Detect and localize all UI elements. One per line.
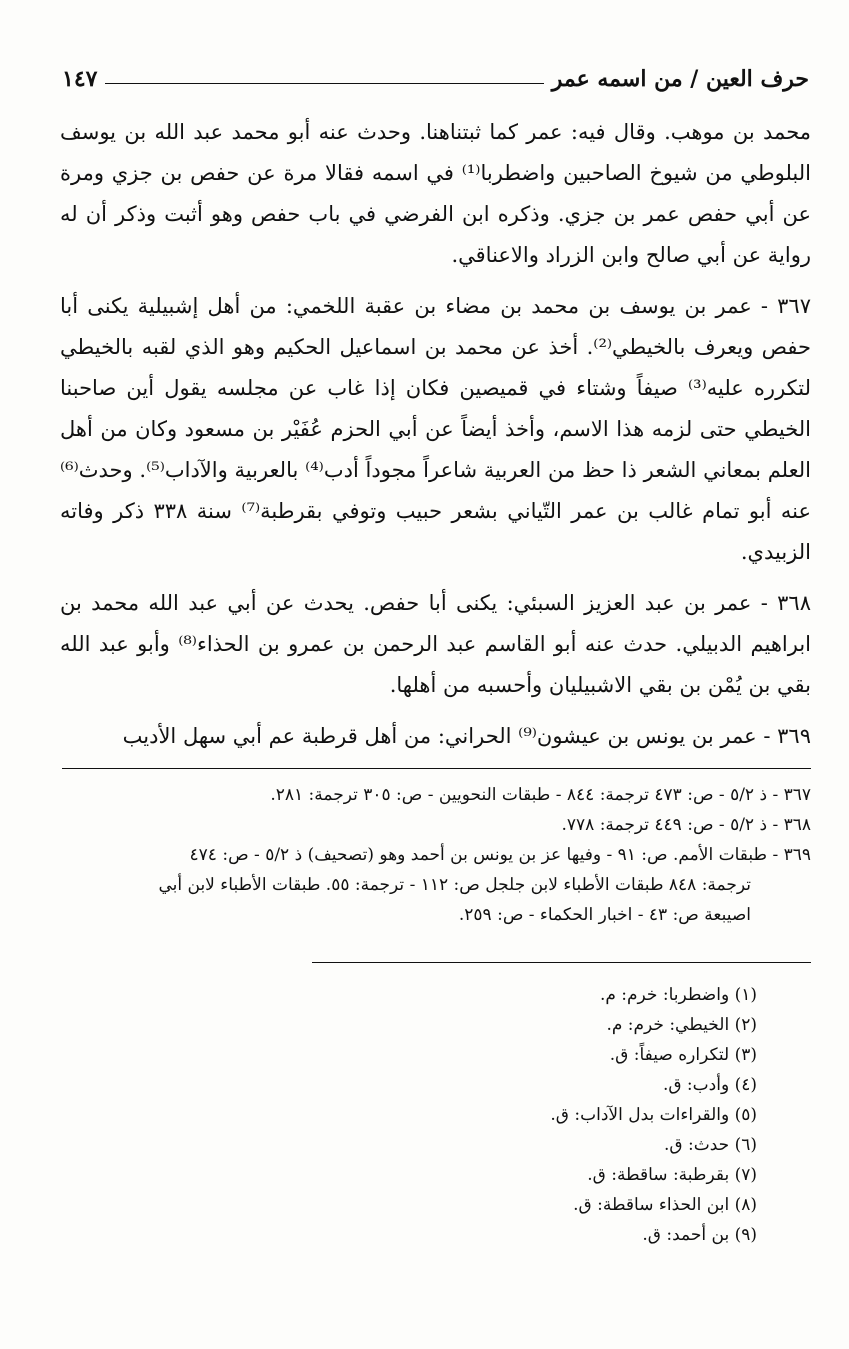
page-number: ١٤٧ xyxy=(62,66,98,92)
reference-line: اصيبعة ص: ٤٣ - اخبار الحكماء - ص: ٢٥٩. xyxy=(458,905,751,925)
running-header xyxy=(62,58,809,92)
footnote: (٨) ابن الحذاء ساقطة: ق. xyxy=(573,1195,757,1215)
source-references xyxy=(62,780,811,930)
footnotes-divider xyxy=(312,962,811,963)
header-rule xyxy=(105,83,543,84)
footnote: (٤) وأدب: ق. xyxy=(662,1075,757,1095)
entry-368: ٣٦٨ - عمر بن عبد العزيز السبئي: يكنى أبا حفص. يحدث عن أبي عبد الله محمد بن ابراهيم الدبيلي. حدث عنه أبو القاسم عبد الرحمن بن عمرو بن الحذاء⁽⁸⁾ وأبو عبد الله بقي بن يُمْن بن بقي الاشبيليان وأحسبه من أهلها. xyxy=(60,591,812,697)
reference-line: ترجمة: ٨٤٨ طبقات الأطباء لابن جلجل ص: ١١٢ - ترجمة: ٥٥. طبقات الأطباء لابن أبي xyxy=(158,875,751,895)
main-text xyxy=(60,112,811,767)
footnotes xyxy=(277,980,757,1250)
paragraph-continuation: محمد بن موهب. وقال فيه: عمر كما ثبتناهنا. وحدث عنه أبو محمد عبد الله بن يوسف البلوطي من شيوخ الصاحبين واضطربا⁽¹⁾ في اسمه فقالا مرة عن حفص بن جزي ومرة عن أبي حفص عمر بن جزي. وذكره ابن الفرضي في باب حفص وهو أثبت وذكر أن له رواية عن أبي صالح وابن الزراد والاعناقي. xyxy=(60,120,811,267)
sources-divider xyxy=(62,768,811,769)
footnote: (٩) بن أحمد: ق. xyxy=(642,1225,757,1245)
header-title: حرف العين / من اسمه عمر xyxy=(551,66,809,92)
footnote: (٢) الخيطي: خرم: م. xyxy=(606,1015,757,1035)
reference-line: ٣٦٨ - ذ ٥/٢ - ص: ٤٤٩ ترجمة: ٧٧٨. xyxy=(561,815,811,835)
footnote: (٧) بقرطبة: ساقطة: ق. xyxy=(587,1165,757,1185)
footnote: (١) واضطربا: خرم: م. xyxy=(599,985,757,1005)
footnote: (٣) لتكراره صيفاً: ق. xyxy=(609,1045,757,1065)
reference-line: ٣٦٩ - طبقات الأمم. ص: ٩١ - وفيها عز بن يونس بن أحمد وهو (تصحيف) ذ ٥/٢ - ص: ٤٧٤ xyxy=(189,845,811,865)
reference-line: ٣٦٧ - ذ ٥/٢ - ص: ٤٧٣ ترجمة: ٨٤٤ - طبقات النحويين - ص: ٣٠٥ ترجمة: ٢٨١. xyxy=(270,785,811,805)
entry-369: ٣٦٩ - عمر بن يونس بن عيشون⁽⁹⁾ الحراني: من أهل قرطبة عم أبي سهل الأديب xyxy=(122,724,811,748)
entry-367: ٣٦٧ - عمر بن يوسف بن محمد بن مضاء بن عقبة اللخمي: من أهل إشبيلية يكنى أبا حفص ويعرف بالخيطي⁽²⁾. أخذ عن محمد بن اسماعيل الحكيم وهو الذي لقبه بالخيطي لتكرره عليه⁽³⁾ صيفاً وشتاء في قميصين فكان إذا غاب عن مجلسه يقول أين صاحبنا الخيطي حتى لزمه هذا الاسم، وأخذ أيضاً عن أبي الحزم عُفَيْر بن مسعود وكان من أهل العلم بمعاني الشعر ذا حظ من العربية شاعراً مجوداً أدب⁽⁴⁾ بالعربية والآداب⁽⁵⁾. وحدث⁽⁶⁾ عنه أبو تمام غالب بن عمر التّياني بشعر حبيب وتوفي بقرطبة⁽⁷⁾ سنة ٣٣٨ ذكر وفاته الزبيدي. xyxy=(60,294,812,564)
footnote: (٥) والقراءات بدل الآداب: ق. xyxy=(550,1105,757,1125)
footnote: (٦) حدث: ق. xyxy=(664,1135,757,1155)
